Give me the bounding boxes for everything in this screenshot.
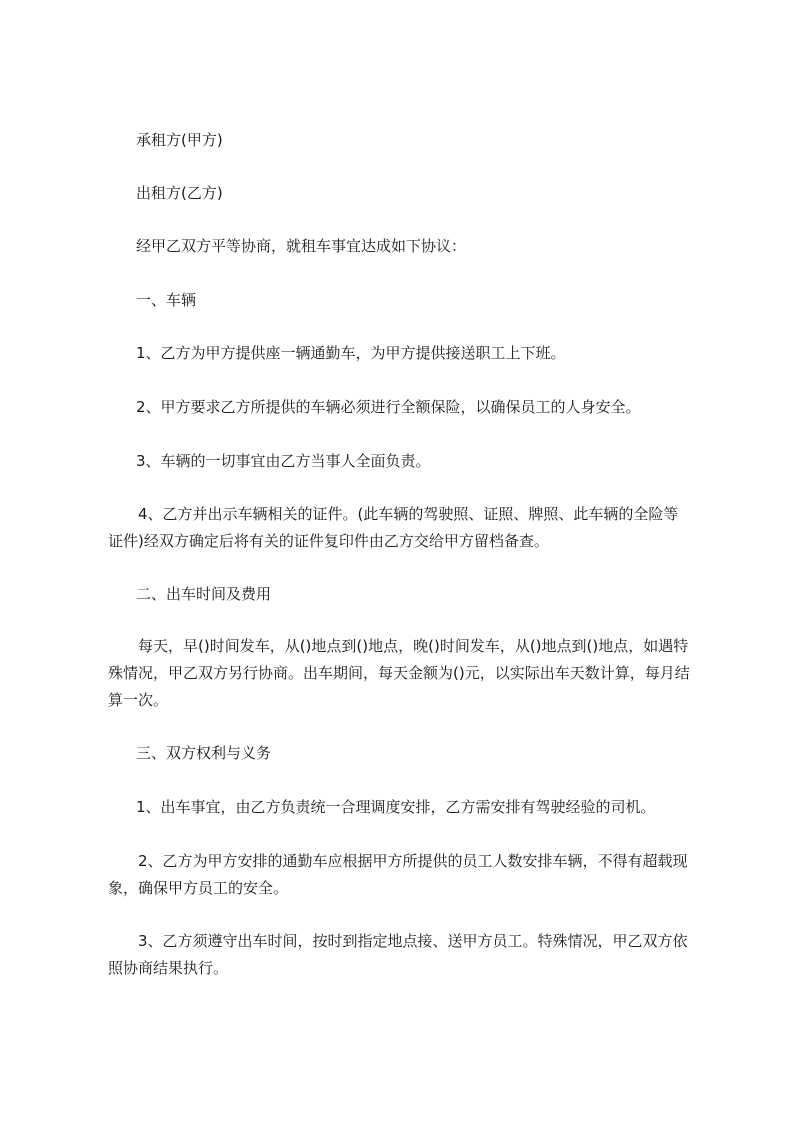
section-1-item-4: 4、乙方并出示车辆相关的证件。(此车辆的驾驶照、证照、牌照、此车辆的全险等证件)经双方确定后将有关的证件复印件由乙方交给甲方留档备查。 [108, 505, 679, 550]
section-1-item-1: 1、乙方为甲方提供座一辆通勤车，为甲方提供接送职工上下班。 [136, 344, 566, 362]
section-3-item-2: 2、乙方为甲方安排的通勤车应根据甲方所提供的员工人数安排车辆，不得有超载现象，确保甲方员工的安全。 [108, 852, 688, 897]
party-b-line: 出租方(乙方) [136, 184, 223, 202]
section-1-item-2: 2、甲方要求乙方所提供的车辆必须进行全额保险，以确保员工的人身安全。 [136, 398, 641, 416]
party-a-line: 承租方(甲方) [136, 131, 223, 149]
section-1-title: 一、车辆 [136, 291, 197, 309]
section-2-title: 二、出车时间及费用 [136, 585, 272, 603]
section-3-title: 三、双方权利与义务 [136, 744, 272, 762]
section-1-item-3: 3、车辆的一切事宜由乙方当事人全面负责。 [136, 452, 431, 470]
intro-paragraph: 经甲乙双方平等协商，就租车事宜达成如下协议： [136, 237, 467, 255]
section-3-item-3: 3、乙方须遵守出车时间，按时到指定地点接、送甲方员工。特殊情况，甲乙双方依照协商结果执行。 [108, 932, 688, 977]
section-2-body: 每天，早()时间发车，从()地点到()地点，晚()时间发车，从()地点到()地点，如遇特殊情况，甲乙双方另行协商。出车期间，每天金额为()元，以实际出车天数计算，每月结算一次。 [108, 637, 690, 709]
section-3-item-1: 1、出车事宜，由乙方负责统一合理调度安排，乙方需安排有驾驶经验的司机。 [136, 798, 656, 816]
